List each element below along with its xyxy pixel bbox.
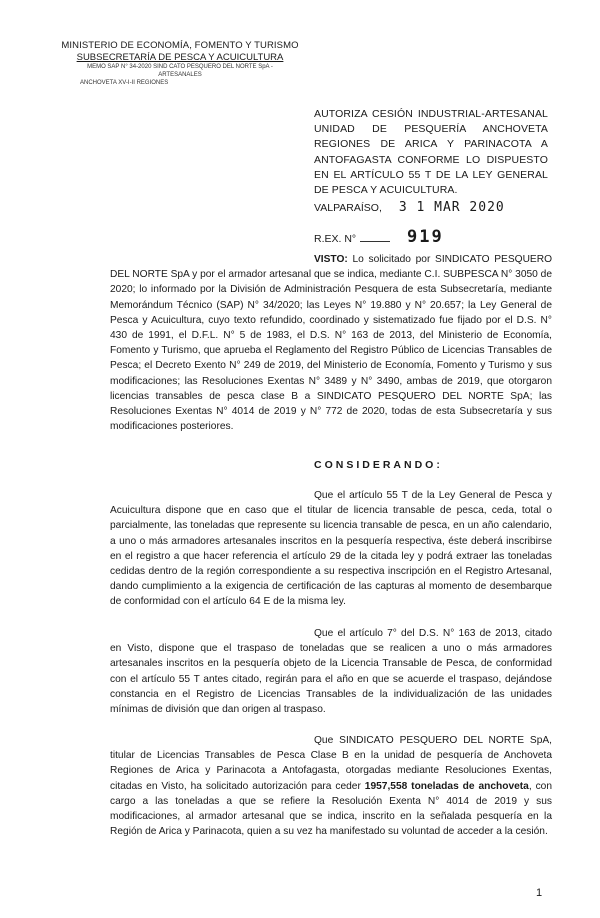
visto-text: Lo solicitado por SINDICATO PESQUERO DEL NORTE SpA y por el armador artesanal que se indica, mediante C.I. SUBPESCA N° 3050 de 2020; lo informado por la División de Administración Pesquera de esta Subsecretaría, mediante Memorándum Técnico (SAP) N° 34/2020; las Leyes N° 19.880 y N° 20.657; la Ley General de Pesca y Acuicultura, cuyo texto refundido, coordinado y sistematizado fue fijado por el D.S. N° 430 de 1991, el D.F.L. N° 5 de 1983, el D.S. N° 163 de 2013, del Ministerio de Economía, Fomento y Turismo, que aprueba el Reglamento del Registro Público de Licencias Transables de Pesca; el Decreto Exento N° 249 de 2019, del Ministerio de Economía, Fomento y Turismo y sus modificaciones; las Resoluciones Exentas N° 3489 y N° 3490, ambas de 2019, que otorgaron licencias transables de pesca clase B a SINDICATO PESQUERO DEL NORTE SpA; las Resoluciones Exentas N° 4014 de 2019 y N° 772 de 2020, todas de esta Subsecretaría y sus modificaciones posteriores. (110, 254, 552, 433)
third-text-part1: Que SINDICATO PESQUERO DEL NORTE SpA, titular de Licencias Transables de Pesca Clase B en la unidad de pesquería de Anchoveta Regiones de Arica y Parinacota a Antofagasta, otorgadas mediante Resoluciones Exentas, citadas en Visto, ha solicitado autorización para ceder (110, 735, 552, 792)
resolution-number-row (314, 227, 554, 247)
ministry-name: MINISTERIO DE ECONOMÍA, FOMENTO Y TURISMO (61, 40, 299, 51)
date-stamp: 3 1 MAR 2020 (398, 200, 505, 215)
tonnage-highlight: 1957,558 toneladas de anchoveta (364, 780, 529, 792)
reference-line: ANCHOVETA XV-I-II REGIONES (80, 80, 169, 87)
resolution-number: 919 (407, 227, 444, 247)
visto-lead: VISTO: (314, 254, 348, 265)
considerando-paragraph-3 (110, 733, 552, 839)
third-text-part2: , con cargo a las toneladas a que se refiere la Resolución Exenta N° 4014 de 2019 y sus modificaciones, al armador artesanal que se indica, inscrito en la señalada pesquería en la Región de Arica y Parinacota, quien a su vez ha manifestado su voluntad de acceder a la cesión. (110, 780, 552, 838)
reference-line: MEMO SAP N° 34-2020 SIND CATO PESQUERO DEL NORTE SpA - (87, 64, 273, 70)
page-number: 1 (536, 887, 543, 899)
resolution-title: AUTORIZA CESIÓN INDUSTRIAL-ARTESANAL UNIDAD DE PESQUERÍA ANCHOVETA REGIONES DE ARICA Y PARINACOTA A ANTOFAGASTA CONFORME LO DISPUESTO EN EL ARTÍCULO 55 T DE LA LEY GENERAL DE PESCA Y ACUICULTURA. (314, 108, 548, 197)
considerando-heading: CONSIDERANDO: (314, 459, 443, 471)
place-label: VALPARAÍSO, (314, 202, 382, 214)
considerando-paragraph-1: Que el artículo 55 T de la Ley General de Pesca y Acuicultura dispone que en caso que el titular de licencia transable de pesca, ceda, total o parcialmente, las toneladas que represente su licencia transable de pesca, en un año calendario, a uno o más armadores artesanales inscritos en la pesquería respectiva, éste deberá inscribirse en el registro a que hacer referencia el artículo 29 de la citada ley y podrá extraer las toneladas cedidas dentro de la región correspondiente a su respectiva inscripción en el Registro Artesanal, dando cumplimiento a la exigencia de certificación de las capturas al momento de desembarque de conformidad con el artículo 64 E de la misma ley. (110, 490, 552, 608)
visto-paragraph (110, 252, 552, 434)
reference-line: ARTESANALES (158, 72, 202, 79)
letterhead (60, 40, 300, 87)
considerando-paragraph-2: Que el artículo 7° del D.S. N° 163 de 2013, citado en Visto, dispone que el traspaso de toneladas que se realicen a uno o más armadores artesanales inscritos en la pesquería objeto de la Licencia Transable de Pesca, de conformidad con el artículo 55 T antes citado, regirán para el año en que se acuerde el traspaso, dejándose constancia en el Registro de Licencias Transables de la individualización de las unidades mínimas de división que dan origen al traspaso. (110, 628, 552, 716)
number-blank-line (360, 241, 390, 242)
rex-label: R.EX. N° (314, 233, 357, 245)
subsecretaria-name: SUBSECRETARÍA DE PESCA Y ACUICULTURA (76, 52, 284, 63)
date-row (314, 200, 554, 215)
